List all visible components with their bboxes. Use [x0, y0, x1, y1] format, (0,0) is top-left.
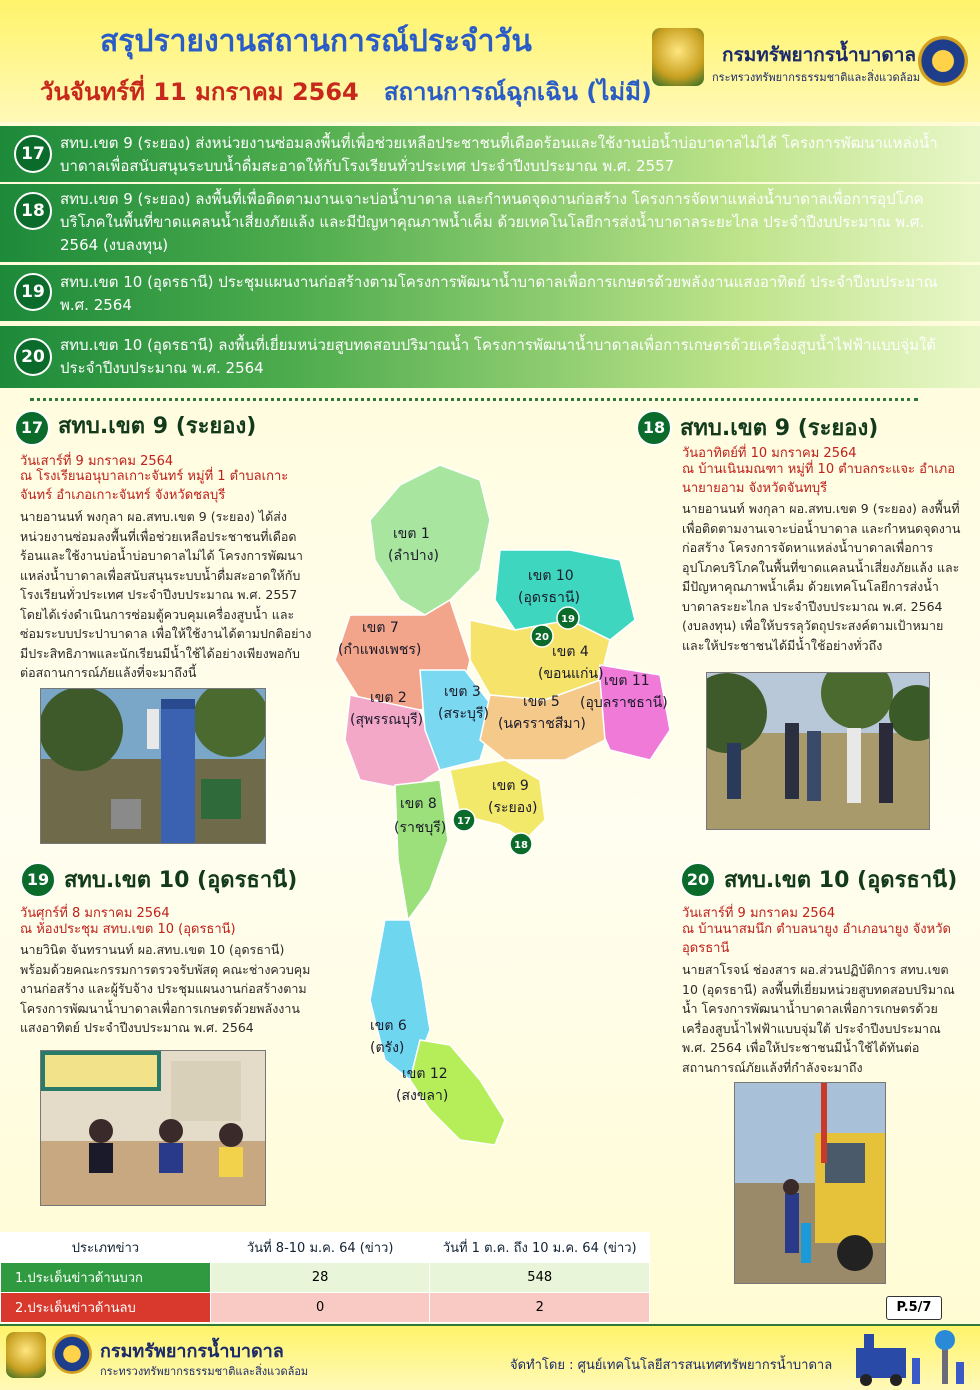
section-date: วันเสาร์ที่ 9 มกราคม 2564 — [682, 906, 836, 921]
header — [0, 0, 980, 122]
map-marker-20 — [531, 625, 553, 647]
map-marker-number: 17 — [457, 816, 471, 827]
photo-meeting-room — [41, 1051, 265, 1205]
map-label: (กำแพงเพชร) — [338, 642, 422, 658]
map-label: เขต 8 — [400, 796, 437, 812]
map-label: (สุพรรณบุรี) — [350, 712, 424, 728]
map-label: เขต 12 — [402, 1066, 448, 1082]
section-number: 18 — [636, 410, 672, 446]
photo-field-visit — [707, 673, 929, 829]
section-location: ณ บ้านเนินมณฑา หมู่ที่ 10 ตำบลกระแจะ อำเภอนายายอาม จังหวัดจันทบุรี — [682, 462, 956, 496]
section-location: ณ โรงเรียนอนุบาลเกาะจันทร์ หมู่ที่ 1 ตำบลเกาะจันทร์ อำเภอเกาะจันทร์ จังหวัดชลบุรี — [20, 469, 289, 503]
footer-org-subtitle: กระทรวงทรัพยากรธรรมชาติและสิ่งแวดล้อม — [100, 1365, 309, 1378]
map-label: เขต 10 — [528, 568, 574, 584]
map-label: (ระยอง) — [488, 800, 538, 816]
band-text: สทบ.เขต 10 (อุดรธานี) ประชุมแผนงานก่อสร้างตามโครงการพัฒนาน้ำบาดาลเพื่อการเกษตรด้วยพลังงานแสงอาทิตย์ ประจำปีงบประมาณ พ.ศ. 2564 — [60, 273, 938, 314]
photo-school-pump — [41, 689, 265, 843]
report-date-line — [40, 72, 652, 111]
table-row — [1, 1263, 650, 1293]
map-label: (ราชบุรี) — [394, 820, 447, 836]
section-location: ณ ห้องประชุม สทบ.เขต 10 (อุดรธานี) — [20, 922, 236, 937]
section-20-photo — [734, 1082, 886, 1284]
section-date: วันเสาร์ที่ 9 มกราคม 2564 — [20, 454, 174, 469]
thailand-region-map — [330, 440, 690, 1160]
department-logo — [52, 1334, 92, 1374]
section-date: วันศุกร์ที่ 8 มกราคม 2564 — [20, 906, 170, 921]
table-header-row — [1, 1233, 650, 1263]
map-label: เขต 7 — [362, 620, 399, 636]
page-title: สรุปรายงานสถานการณ์ประจำวัน — [100, 24, 532, 59]
page-number: P.5/7 — [886, 1296, 942, 1320]
section-number: 19 — [20, 862, 56, 898]
table-cell: 548 — [430, 1263, 650, 1293]
map-label: เขต 5 — [523, 694, 560, 710]
org-name: กรมทรัพยากรน้ำบาดาล — [722, 44, 917, 66]
table-row — [1, 1293, 650, 1323]
map-label: เขต 11 — [604, 673, 650, 689]
ministry-seal-logo — [652, 28, 704, 86]
map-label: (ขอนแก่น) — [538, 666, 604, 682]
map-marker-19 — [557, 607, 579, 629]
water-pump-truck-icon — [846, 1328, 976, 1388]
section-heading: สทบ.เขต 10 (อุดรธานี) — [724, 868, 958, 893]
map-label: (อุดรธานี) — [518, 590, 580, 606]
map-label: เขต 3 — [444, 684, 481, 700]
band-number: 19 — [14, 273, 52, 311]
map-marker-number: 18 — [514, 840, 528, 851]
map-label: เขต 9 — [492, 778, 529, 794]
section-19-photo — [40, 1050, 266, 1206]
band-text: สทบ.เขต 9 (ระยอง) ลงพื้นที่เพื่อติดตามงานเจาะบ่อน้ำบาดาล และกำหนดจุดงานก่อสร้าง โครงการจัดหาแหล่งน้ำบาดาลเพื่อการอุปโภคบริโภคในพื้นที่ขาดแคลนน้ำเสี่ยงภัยแล้ง และมีปัญหาคุณภาพน้ำเค็ม ด้วยเทคโนโลยีการส่งน้ำบาดาลระยะไกล ประจำปีงบประมาณ พ.ศ. 2564 (งบลงทุน) — [60, 190, 925, 254]
map-marker-number: 20 — [535, 632, 549, 643]
report-date: วันจันทร์ที่ 11 มกราคม 2564 — [40, 78, 359, 106]
map-label: (อุบลราชธานี) — [580, 695, 668, 711]
band-number: 17 — [14, 135, 52, 173]
news-summary-table — [0, 1232, 650, 1323]
photo-pump-test — [735, 1083, 885, 1283]
footer — [0, 1324, 980, 1390]
table-cell: 28 — [210, 1263, 430, 1293]
table-cell-label: 2.ประเด็นข่าวด้านลบ — [1, 1293, 211, 1323]
emergency-status: สถานการณ์ฉุกเฉิน (ไม่มี) — [383, 78, 652, 106]
section-heading: สทบ.เขต 9 (ระยอง) — [680, 416, 879, 441]
region-1-shape — [370, 465, 490, 615]
section-body: นายอานนท์ พงกุลา ผอ.สทบ.เขต 9 (ระยอง) ได้ส่งหน่วยงานซ่อมลงพื้นที่เพื่อช่วยเหลือประชาชนที่เดือดร้อนและใช้งานบ่อน้ำบ่อบาดาลไม่ได้ โครงการพัฒนาแหล่งน้ำบาดาลเพื่อสนับสนุนระบบน้ำดื่มสะอาดให้กับโรงเรียนทั่วประเทศ ประจำปีงบประมาณ พ.ศ. 2557 โดยได้เร่งดำเนินการซ่อมตู้ควบคุมเครื่องสูบน้ำ และซ่อมระบบประปาบาดาล เพื่อให้ใช้งานได้ตามปกติอย่างมีประสิทธิภาพและนักเรียนมีน้ำใช้ได้อย่างเพียงพอกับต่อสถานการณ์ภัยแล้งที่จะมาถึงนี้ — [20, 509, 312, 680]
map-label: เขต 6 — [370, 1018, 407, 1034]
band-number: 18 — [14, 192, 52, 230]
footer-credit: จัดทำโดย : ศูนย์เทคโนโลยีสารสนเทศทรัพยากรน้ำบาดาล — [510, 1358, 833, 1373]
department-logo — [918, 36, 968, 86]
footer-org-name: กรมทรัพยากรน้ำบาดาล — [100, 1341, 284, 1362]
section-heading: สทบ.เขต 10 (อุดรธานี) — [64, 868, 298, 893]
ministry-seal-logo — [6, 1332, 46, 1378]
map-label: (สงขลา) — [396, 1088, 449, 1104]
news-band-19 — [0, 265, 980, 321]
dotted-divider — [30, 398, 918, 401]
section-number: 20 — [680, 862, 716, 898]
table-cell: 0 — [210, 1293, 430, 1323]
table-header: ประเภทข่าว — [1, 1233, 211, 1263]
map-label: (ตรัง) — [370, 1040, 405, 1056]
org-subtitle: กระทรวงทรัพยากรธรรมชาติและสิ่งแวดล้อม — [712, 71, 921, 84]
section-number: 17 — [14, 410, 50, 446]
section-location: ณ บ้านนาสมนึก ตำบลนายูง อำเภอนายูง จังหวัดอุดรธานี — [682, 922, 951, 956]
section-body: นายสาโรจน์ ช่องสาร ผอ.ส่วนปฏิบัติการ สทบ.เขต 10 (อุดรธานี) ลงพื้นที่เยี่ยมหน่วยสูบทดสอบปริมาณน้ำ โครงการพัฒนาน้ำบาดาลเพื่อการเกษตรด้วยเครื่องสูบน้ำไฟฟ้าแบบจุ่มใต้ ประจำปีงบประมาณ พ.ศ. 2564 เพื่อให้ประชาชนมีน้ำใช้ได้ทันต่อสถานการณ์ภัยแล้งที่กำลังจะมาถึง — [682, 962, 955, 1075]
map-marker-18 — [510, 833, 532, 855]
news-band-20 — [0, 326, 980, 388]
band-text: สทบ.เขต 9 (ระยอง) ส่งหน่วยงานซ่อมลงพื้นที่เพื่อช่วยเหลือประชาชนที่เดือดร้อนและใช้งานบ่อน้ำบ่อบาดาลไม่ได้ โครงการพัฒนาแหล่งน้ำบาดาลเพื่อสนับสนุนระบบน้ำดื่มสะอาดให้กับโรงเรียนทั่วประเทศ ประจำปีงบประมาณ พ.ศ. 2557 — [60, 134, 938, 175]
section-date: วันอาทิตย์ที่ 10 มกราคม 2564 — [682, 446, 857, 461]
band-text: สทบ.เขต 10 (อุดรธานี) ลงพื้นที่เยี่ยมหน่วยสูบทดสอบปริมาณน้ำ โครงการพัฒนาน้ำบาดาลเพื่อการเกษตรด้วยเครื่องสูบน้ำไฟฟ้าแบบจุ่มใต้ ประจำปีงบประมาณ พ.ศ. 2564 — [60, 336, 937, 377]
table-header: วันที่ 1 ต.ค. ถึง 10 ม.ค. 64 (ข่าว) — [430, 1233, 650, 1263]
map-label: (ลำปาง) — [388, 548, 439, 564]
map-label: เขต 4 — [552, 644, 589, 660]
section-17-photo — [40, 688, 266, 844]
map-label: เขต 1 — [393, 526, 430, 542]
map-label: (นครราชสีมา) — [498, 716, 586, 732]
section-body: นายวินิต จันทรานนท์ ผอ.สทบ.เขต 10 (อุดรธานี) พร้อมด้วยคณะกรรมการตรวจรับพัสดุ คณะช่างควบคุมงานก่อสร้าง และผู้รับจ้าง ประชุมแผนงานก่อสร้างตามโครงการพัฒนาน้ำบาดาลเพื่อการเกษตรด้วยพลังงานแสงอาทิตย์ ประจำปีงบประมาณ พ.ศ. 2564 — [20, 942, 311, 1035]
map-marker-number: 19 — [561, 614, 575, 625]
map-marker-17 — [453, 809, 475, 831]
news-band-17 — [0, 126, 980, 182]
table-cell-label: 1.ประเด็นข่าวด้านบวก — [1, 1263, 211, 1293]
table-header: วันที่ 8-10 ม.ค. 64 (ข่าว) — [210, 1233, 430, 1263]
news-band-18 — [0, 184, 980, 262]
table-cell: 2 — [430, 1293, 650, 1323]
section-heading: สทบ.เขต 9 (ระยอง) — [58, 414, 257, 439]
map-label: (สระบุรี) — [438, 706, 489, 722]
map-label: เขต 2 — [370, 690, 407, 706]
section-18-photo — [706, 672, 930, 830]
section-body: นายอานนท์ พงกุลา ผอ.สทบ.เขต 9 (ระยอง) ลงพื้นที่เพื่อติดตามงานเจาะบ่อน้ำบาดาล และกำหนดจุดงานก่อสร้าง โครงการจัดหาแหล่งน้ำบาดาลเพื่อการอุปโภคบริโภคในพื้นที่ขาดแคลนน้ำเสี่ยงภัยแล้ง และมีปัญหาคุณภาพน้ำเค็ม ด้วยเทคโนโลยีการส่งน้ำบาดาลระยะไกล ประจำปีงบประมาณ พ.ศ. 2564 (งบลงทุน) เพื่อให้บรรลุวัตถุประสงค์ตามเป้าหมาย และให้ประชาชนได้มีน้ำใช้อย่างทั่วถึง — [682, 501, 961, 653]
band-number: 20 — [14, 338, 52, 376]
